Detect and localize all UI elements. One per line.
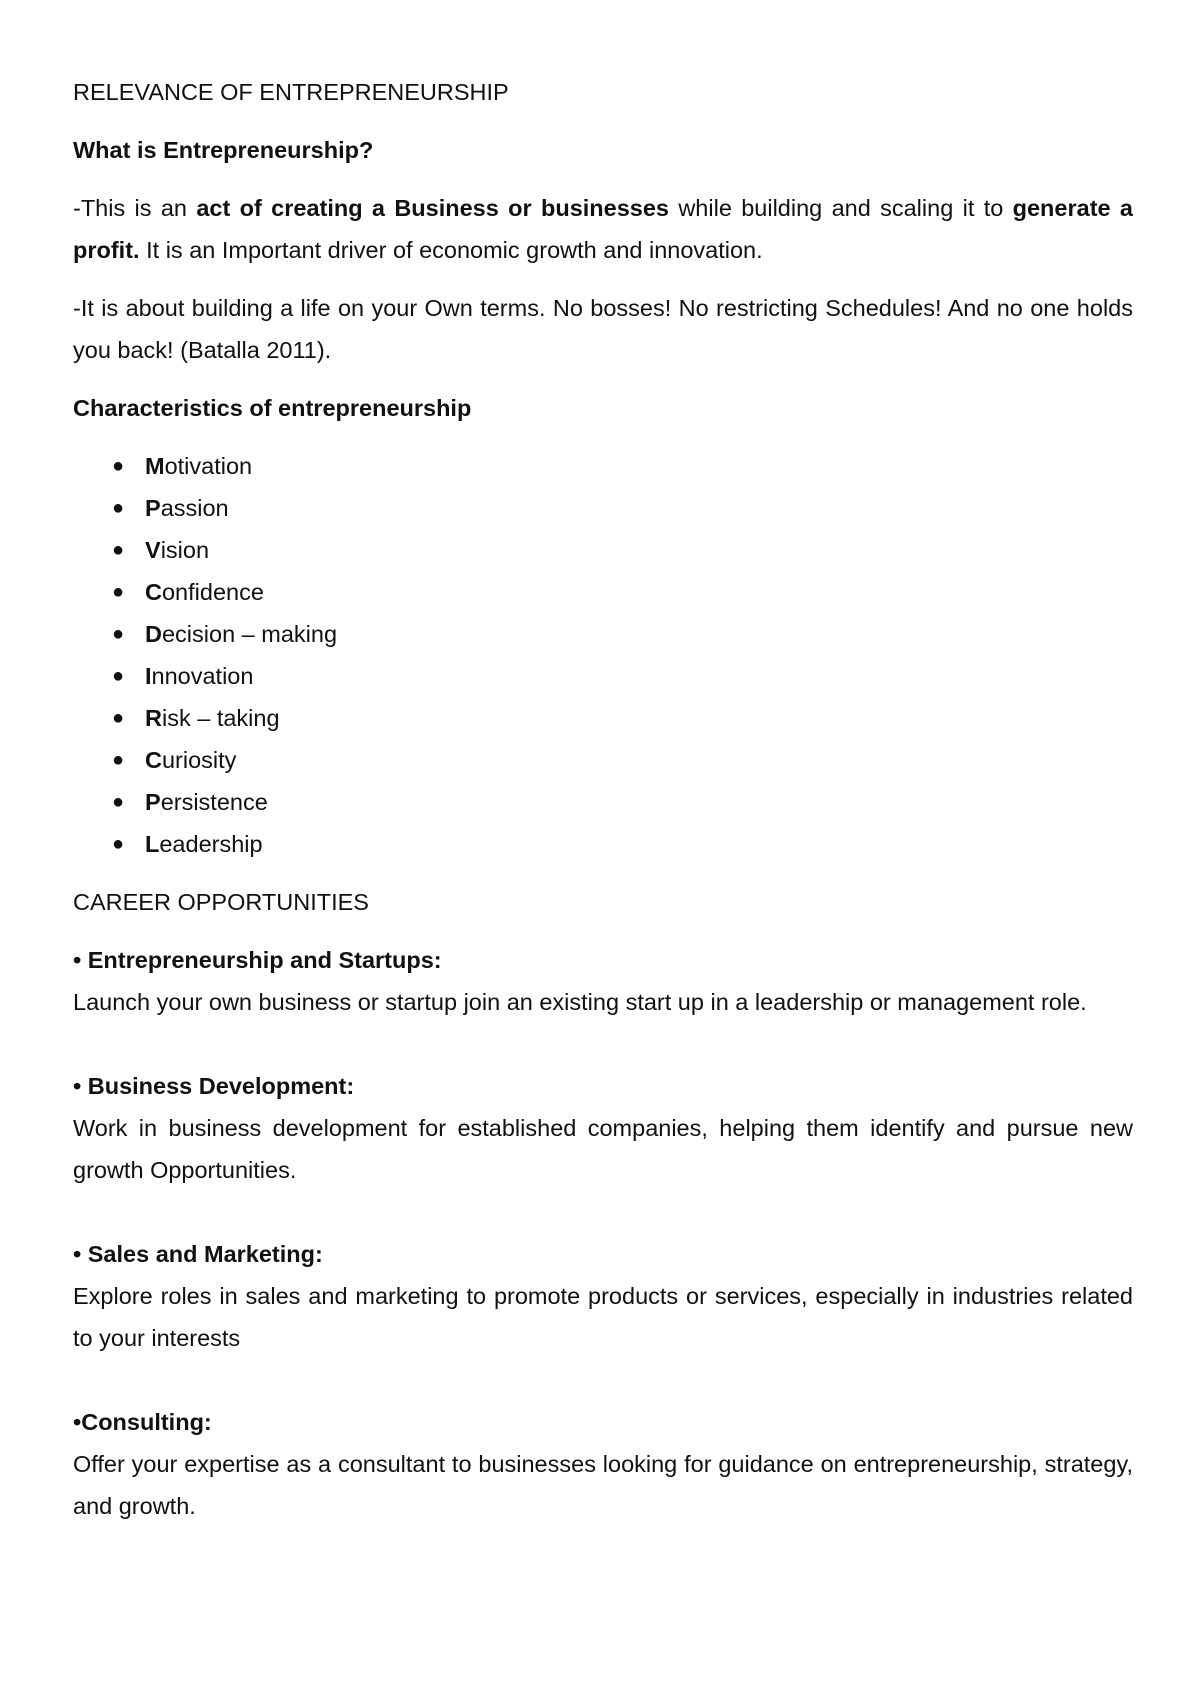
list-item xyxy=(112,655,1133,697)
trait-rest: ecision – making xyxy=(161,621,338,647)
definition-text: while building and scaling it to xyxy=(669,195,1013,221)
list-item xyxy=(112,823,1133,865)
question-heading: What is Entrepreneurship? xyxy=(73,137,374,163)
trait-rest: nnovation xyxy=(151,663,254,689)
bullet-icon: ● xyxy=(112,791,125,813)
career-item xyxy=(73,1233,1133,1359)
characteristics-list xyxy=(73,445,1133,865)
list-item xyxy=(112,613,1133,655)
trait-rest: ersistence xyxy=(160,789,268,815)
trait-initial: I xyxy=(145,663,152,689)
lifestyle-paragraph: -It is about building a life on your Own terms. No bosses! No restricting Schedules! And no one holds you back! (Batalla 2011). xyxy=(73,295,1133,363)
spacer xyxy=(73,113,1133,129)
trait-initial: P xyxy=(145,789,161,815)
trait-rest: otivation xyxy=(164,453,253,479)
trait-initial: L xyxy=(145,831,160,857)
career-heading: CAREER OPPORTUNITIES xyxy=(73,889,369,915)
bullet-icon: ● xyxy=(112,707,125,729)
career-title: • Business Development: xyxy=(73,1073,355,1099)
list-item xyxy=(112,739,1133,781)
bullet-icon: ● xyxy=(112,749,125,771)
trait-initial: D xyxy=(145,621,162,647)
career-description: Work in business development for established companies, helping them identify and pursue new growth Opportunities. xyxy=(73,1115,1133,1183)
spacer xyxy=(73,923,1133,939)
spacer xyxy=(73,865,1133,881)
trait-initial: C xyxy=(145,579,162,605)
bullet-icon: ● xyxy=(112,539,125,561)
trait-rest: isk – taking xyxy=(161,705,280,731)
bullet-icon: ● xyxy=(112,581,125,603)
bullet-icon: ● xyxy=(112,497,125,519)
list-item xyxy=(112,529,1133,571)
career-title: •Consulting: xyxy=(73,1409,212,1435)
spacer xyxy=(73,371,1133,387)
list-item xyxy=(112,487,1133,529)
list-item xyxy=(112,697,1133,739)
trait-rest: eadership xyxy=(159,831,263,857)
definition-text: -This is an xyxy=(73,195,197,221)
trait-initial: M xyxy=(145,453,165,479)
trait-initial: R xyxy=(145,705,162,731)
bullet-icon: ● xyxy=(112,665,125,687)
trait-initial: P xyxy=(145,495,161,521)
spacer xyxy=(73,1359,1133,1401)
career-item xyxy=(73,1065,1133,1191)
trait-rest: uriosity xyxy=(161,747,237,773)
career-item xyxy=(73,1401,1133,1527)
spacer xyxy=(73,429,1133,445)
characteristics-heading: Characteristics of entrepreneurship xyxy=(73,395,472,421)
career-description: Launch your own business or startup join an existing start up in a leadership or management role. xyxy=(73,989,1087,1015)
career-item xyxy=(73,939,1133,1023)
list-item xyxy=(112,781,1133,823)
trait-initial: V xyxy=(145,537,161,563)
career-title: • Sales and Marketing: xyxy=(73,1241,323,1267)
spacer xyxy=(73,171,1133,187)
document-title: RELEVANCE OF ENTREPRENEURSHIP xyxy=(73,79,509,105)
definition-text: It is an Important driver of economic growth and innovation. xyxy=(139,237,763,263)
trait-rest: ision xyxy=(160,537,210,563)
spacer xyxy=(73,1191,1133,1233)
spacer xyxy=(73,1023,1133,1065)
definition-paragraph xyxy=(73,187,1133,271)
bullet-icon: ● xyxy=(112,623,125,645)
trait-rest: assion xyxy=(160,495,229,521)
career-title: • Entrepreneurship and Startups: xyxy=(73,947,442,973)
trait-initial: C xyxy=(145,747,162,773)
spacer xyxy=(73,271,1133,287)
bullet-icon: ● xyxy=(112,833,125,855)
career-description: Explore roles in sales and marketing to promote products or services, especially in industries related to your interests xyxy=(73,1283,1133,1351)
list-item xyxy=(112,445,1133,487)
definition-emphasis: generate a profit. xyxy=(73,195,1133,263)
career-list xyxy=(73,939,1133,1527)
definition-emphasis: act of creating a Business or businesses xyxy=(196,195,669,221)
list-item xyxy=(112,571,1133,613)
career-description: Offer your expertise as a consultant to businesses looking for guidance on entrepreneurship, strategy, and growth. xyxy=(73,1451,1133,1519)
bullet-icon: ● xyxy=(112,455,125,477)
trait-rest: onfidence xyxy=(161,579,264,605)
